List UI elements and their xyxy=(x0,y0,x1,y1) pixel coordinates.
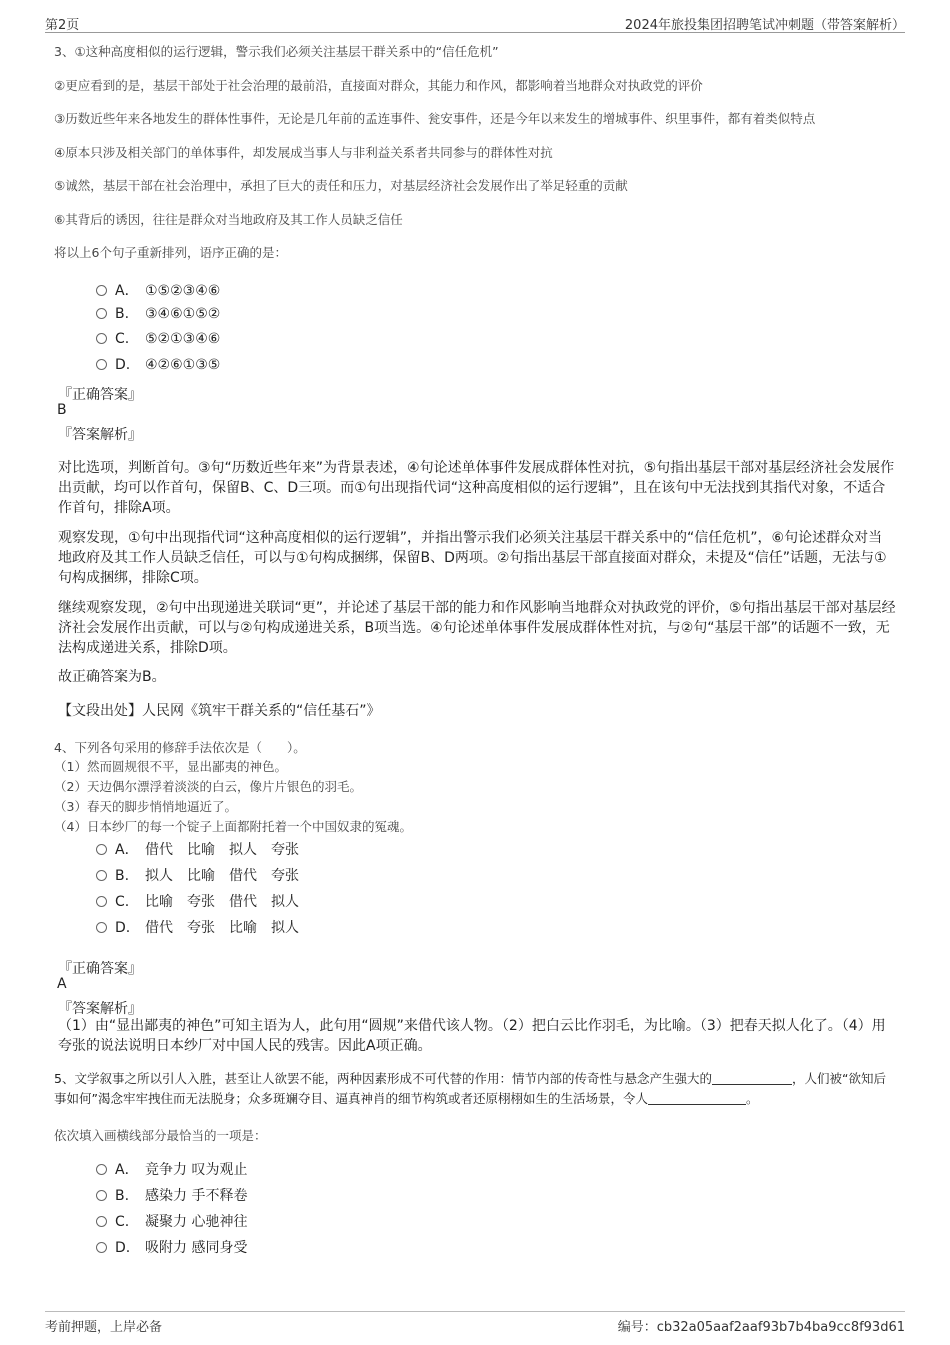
q3-answer-label: 『正确答案』 xyxy=(58,387,142,403)
radio-icon[interactable] xyxy=(96,922,107,933)
page-number: 第2页 xyxy=(45,18,80,33)
q5-option-d[interactable]: D. 吸附力 感同身受 xyxy=(96,1237,247,1257)
q3-option-c[interactable]: C. ⑤②①③④⑥ xyxy=(96,331,220,347)
q3-question: 将以上6个句子重新排列，语序正确的是： xyxy=(54,245,287,260)
q3-option-b[interactable]: B. ③④⑥①⑤② xyxy=(96,306,220,322)
q5-option-a[interactable]: A． 竞争力 叹为观止 xyxy=(96,1159,247,1179)
q4-answer: A xyxy=(57,976,67,992)
q3-analysis-label: 『答案解析』 xyxy=(58,427,142,443)
q5-stem: 5、文学叙事之所以引人入胜，甚至让人欲罢不能，两种因素形成不可代替的作用：情节内部的传奇性与悬念产生强大的 ，人们被“欲知后事如何”渴念牢牢拽住而无法脱身；众多斑斓夺目、逼真神肖的细节构筑或者还原栩栩如生的生活场景，令人 。 xyxy=(54,1071,886,1106)
q4-answer-label: 『正确答案』 xyxy=(58,961,142,977)
q3-analysis-paragraph: 继续观察发现，②句中出现递进关联词“更”，并论述了基层干部的能力和作风影响当地群众对执政党的评价，⑤句指出基层干部对基层经济社会发展作出贡献，可以与②句构成递进关系，B项当选。④句论述单体事件发展成群体性对抗，与②句“基层干部”的话题不一致，无法构成递进关系，排除D项。 xyxy=(58,600,896,656)
q4-analysis-label: 『答案解析』 xyxy=(58,1001,142,1017)
q3-source: 【文段出处】人民网《筑牢干群关系的“信任基石”》 xyxy=(58,703,381,719)
radio-icon[interactable] xyxy=(96,870,107,881)
radio-icon[interactable] xyxy=(96,896,107,907)
q4-option-a[interactable]: A． 借代 比喻 拟人 夸张 xyxy=(96,839,299,859)
q4-item: （2）天边偶尔漂浮着淡淡的白云，像片片银色的羽毛。 xyxy=(54,779,362,794)
q3-sentence-5: ⑤诚然，基层干部在社会治理中，承担了巨大的责任和压力，对基层经济社会发展作出了举足轻重的贡献 xyxy=(54,178,628,193)
q3-option-d[interactable]: D. ④②⑥①③⑤ xyxy=(96,357,220,373)
q5-question: 依次填入画横线部分最恰当的一项是： xyxy=(54,1128,267,1143)
page-footer xyxy=(45,1311,905,1335)
q5-option-b[interactable]: B. 感染力 手不释卷 xyxy=(96,1185,247,1205)
q3-analysis-paragraph: 观察发现，①句中出现指代词“这种高度相似的运行逻辑”，并指出警示我们必须关注基层干群关系中的“信任危机”，⑥句论述群众对当地政府及其工作人员缺乏信任，可以与①句构成捆绑，保留B、D两项。②句指出基层干部直接面对群众，未提及“信任”话题，无法与①句构成捆绑，排除C项。 xyxy=(58,530,887,586)
radio-icon[interactable] xyxy=(96,285,107,296)
q3-sentence-2: ②更应看到的是，基层干部处于社会治理的最前沿，直接面对群众，其能力和作风，都影响着当地群众对执政党的评价 xyxy=(54,78,703,93)
q4-option-d[interactable]: D. 借代 夸张 比喻 拟人 xyxy=(96,917,299,937)
q5-option-c[interactable]: C. 凝聚力 心驰神往 xyxy=(96,1211,247,1231)
q3-sentence-4: ④原本只涉及相关部门的单体事件，却发展成当事人与非利益关系者共同参与的群体性对抗 xyxy=(54,145,553,160)
q3-option-a[interactable]: A． ①⑤②③④⑥ xyxy=(96,280,220,300)
page-header xyxy=(45,12,905,33)
q3-stem: 3、①这种高度相似的运行逻辑，警示我们必须关注基层干群关系中的“信任危机” xyxy=(54,44,499,59)
q4-item: （3）春天的脚步悄悄地逼近了。 xyxy=(54,799,237,814)
radio-icon[interactable] xyxy=(96,1216,107,1227)
radio-icon[interactable] xyxy=(96,844,107,855)
radio-icon[interactable] xyxy=(96,333,107,344)
radio-icon[interactable] xyxy=(96,1164,107,1175)
q3-analysis-conclusion: 故正确答案为B。 xyxy=(58,669,166,685)
q4-item: （4）日本纱厂的每一个锭子上面都附托着一个中国奴隶的冤魂。 xyxy=(54,819,412,834)
footer-slogan: 考前押题，上岸必备 xyxy=(45,1320,163,1335)
radio-icon[interactable] xyxy=(96,1242,107,1253)
q3-answer: B xyxy=(57,402,67,418)
document-title: 2024年旅投集团招聘笔试冲刺题（带答案解析） xyxy=(624,18,905,33)
fill-blank-2[interactable] xyxy=(648,1092,746,1105)
fill-blank-1[interactable] xyxy=(712,1072,792,1085)
radio-icon[interactable] xyxy=(96,359,107,370)
q4-analysis: （1）由“显出鄙夷的神色”可知主语为人，此句用“圆规”来借代该人物。（2）把白云比作羽毛，为比喻。（3）把春天拟人化了。（4）用夸张的说法说明日本纱厂对中国人民的残害。因此A项正确。 xyxy=(58,1018,886,1054)
q4-stem: 4、下列各句采用的修辞手法依次是（ ）。 xyxy=(54,740,306,755)
document-code: 编号：cb32a05aaf2aaf93b7b4ba9cc8f93d61 xyxy=(617,1320,905,1335)
q4-option-b[interactable]: B. 拟人 比喻 借代 夸张 xyxy=(96,865,299,885)
q4-item: （1）然而圆规很不平，显出鄙夷的神色。 xyxy=(54,759,287,774)
radio-icon[interactable] xyxy=(96,308,107,319)
q3-sentence-3: ③历数近些年来各地发生的群体性事件，无论是几年前的孟连事件、瓮安事件，还是今年以来发生的增城事件、织里事件，都有着类似特点 xyxy=(54,111,816,126)
radio-icon[interactable] xyxy=(96,1190,107,1201)
q3-analysis-paragraph: 对比选项，判断首句。③句“历数近些年来”为背景表述，④句论述单体事件发展成群体性对抗，⑤句指出基层干部对基层经济社会发展作出贡献，均可以作首句，保留B、C、D三项。而①句出现指代词“这种高度相似的运行逻辑”，且在该句中无法找到其指代对象，不适合作首句，排除A项。 xyxy=(58,460,895,516)
q4-option-c[interactable]: C. 比喻 夸张 借代 拟人 xyxy=(96,891,299,911)
q3-sentence-6: ⑥其背后的诱因，往往是群众对当地政府及其工作人员缺乏信任 xyxy=(54,212,403,227)
